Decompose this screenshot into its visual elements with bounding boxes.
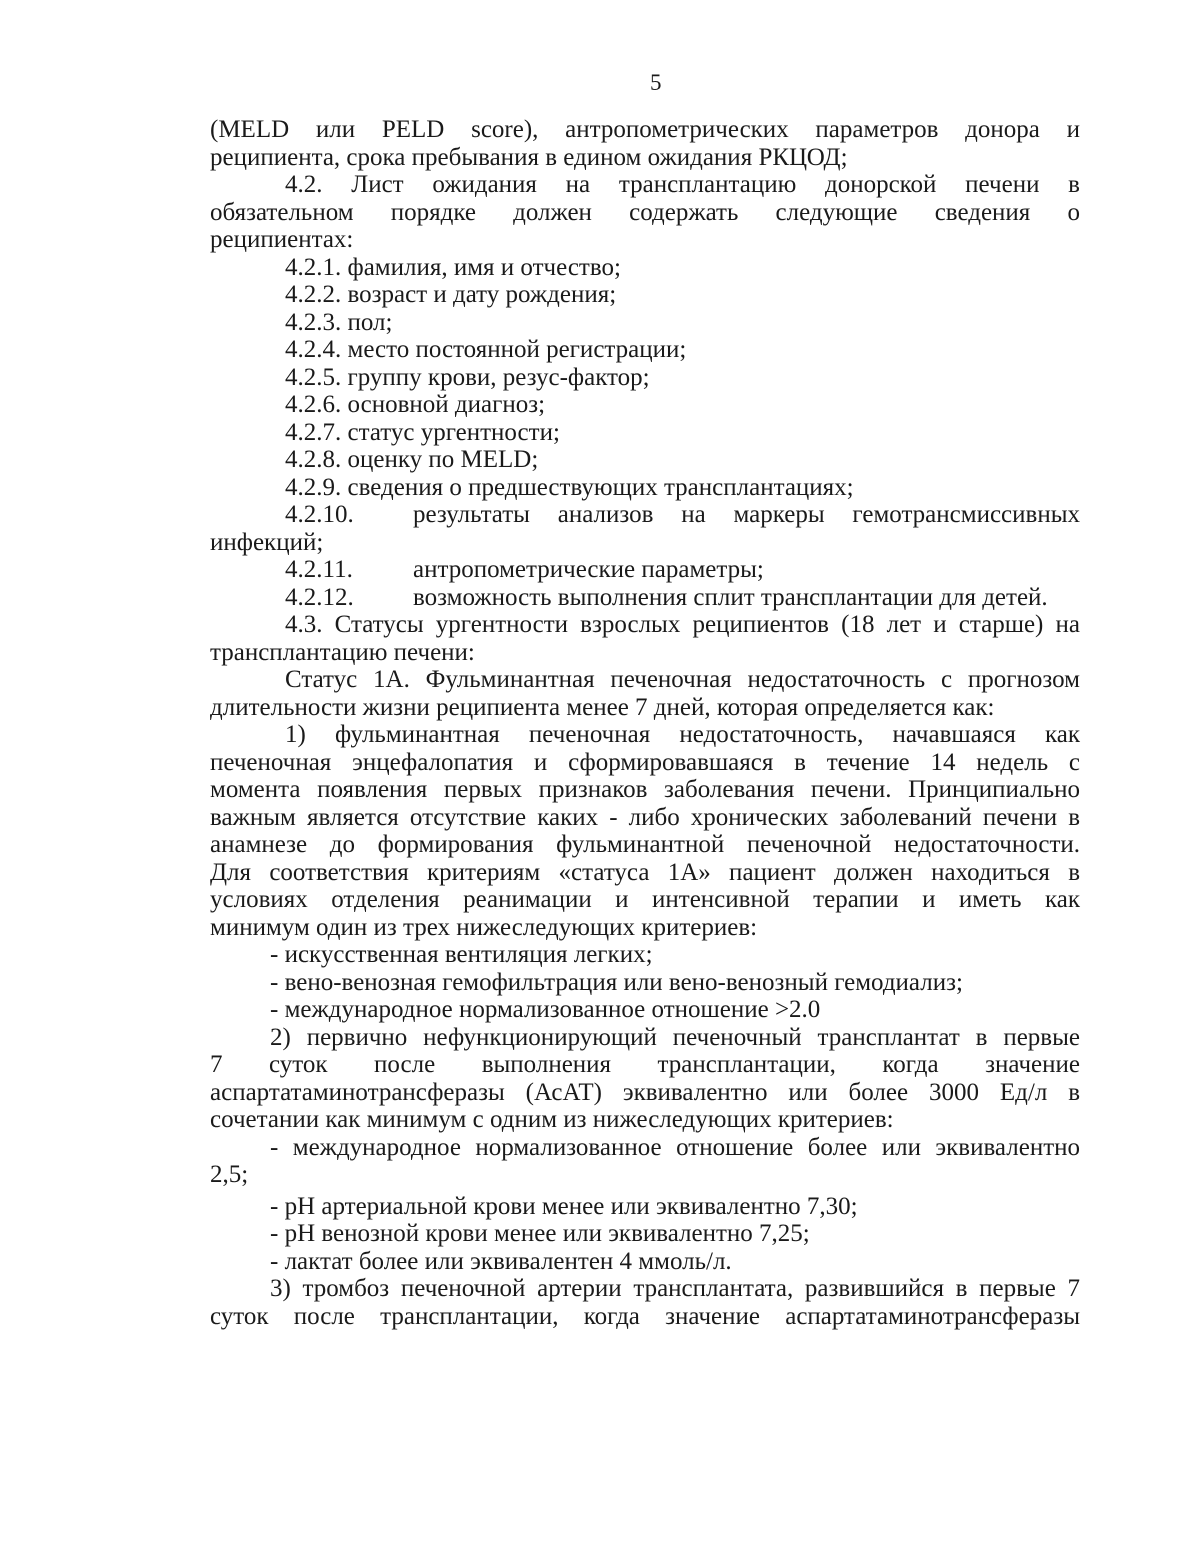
text-line: Статус 1А. Фульминантная печеночная недостаточность с прогнозом <box>285 666 1080 693</box>
text-line: 1) фульминантная печеночная недостаточность, начавшаяся как <box>285 721 1080 748</box>
item-text: антропометрические параметры; <box>413 556 764 583</box>
item-text: результаты анализов на маркеры гемотрансмиссивных <box>413 501 1080 528</box>
text-line: инфекций; <box>210 528 324 556</box>
text-line: 2) первично нефункционирующий печеночный трансплантат в первые <box>270 1023 1080 1051</box>
list-item: 4.2.4. место постоянной регистрации; <box>285 336 687 363</box>
text-line: длительности жизни реципиента менее 7 дней, которая определяется как: <box>210 693 995 721</box>
list-item <box>210 501 1080 529</box>
text-line: условиях отделения реанимации и интенсивной терапии и иметь как <box>210 886 1080 913</box>
text-line: момента появления первых признаков заболевания печени. Принципиально <box>210 776 1080 803</box>
list-item <box>210 584 1080 612</box>
item-number: 4.2.10. <box>285 501 354 528</box>
list-item: 4.2.3. пол; <box>285 308 393 336</box>
list-item: 4.2.6. основной диагноз; <box>285 391 546 418</box>
text-line: суток после трансплантации, когда значение аспартатаминотрансферазы <box>210 1302 1080 1330</box>
text-line: 2,5; <box>210 1161 249 1188</box>
text-line: 4.3. Статусы ургентности взрослых реципиентов (18 лет и старше) на <box>285 611 1080 638</box>
text-line: трансплантацию печени: <box>210 638 475 666</box>
text-line: обязательном порядке должен содержать следующие сведения о <box>210 198 1080 226</box>
list-item: 4.2.5. группу крови, резус-фактор; <box>285 363 650 391</box>
text-line: Для соответствия критериям «статуса 1А» пациент должен находиться в <box>210 858 1080 886</box>
text-line: анамнезе до формирования фульминантной печеночной недостаточности. <box>210 831 1080 858</box>
list-item: 4.2.1. фамилия, имя и отчество; <box>285 253 621 281</box>
criterion-item: - вено-венозная гемофильтрация или вено-венозный гемодиализ; <box>270 968 963 996</box>
text-line: (MELD или PELD score), антропометрических параметров донора и <box>210 116 1080 143</box>
item-number: 4.2.12. <box>285 583 354 611</box>
text-line: аспартатаминотрансферазы (АсАТ) эквивалентно или более 3000 Ед/л в <box>210 1078 1080 1106</box>
text-line: реципиента, срока пребывания в едином ожидания РКЦОД; <box>210 143 848 171</box>
text-line: печеночная энцефалопатия и сформировавшаяся в течение 14 недель с <box>210 748 1080 776</box>
item-text: возможность выполнения сплит трансплантации для детей. <box>413 583 1048 611</box>
page-number: 5 <box>650 70 662 95</box>
text-line: важным является отсутствие каких - либо хронических заболеваний печени в <box>210 803 1080 831</box>
list-item <box>210 556 1080 584</box>
criterion-item: - pH артериальной крови менее или эквивалентно 7,30; <box>270 1192 858 1220</box>
text-line: реципиентах: <box>210 226 354 253</box>
text-line: 4.2. Лист ожидания на трансплантацию донорской печени в <box>285 171 1080 198</box>
criterion-item: - международное нормализованное отношение более или эквивалентно <box>270 1133 1080 1161</box>
criterion-item: - искусственная вентиляция легких; <box>270 941 653 968</box>
text-line: сочетании как минимум с одним из нижеследующих критериев: <box>210 1106 894 1133</box>
text-line: 3) тромбоз печеночной артерии трансплантата, развившийся в первые 7 <box>270 1275 1080 1302</box>
text-line: 7 суток после выполнения трансплантации, когда значение <box>210 1051 1080 1078</box>
criterion-item: - лактат более или эквивалентен 4 ммоль/л. <box>270 1247 732 1275</box>
criterion-item: - международное нормализованное отношение >2.0 <box>270 996 821 1023</box>
text-line: минимум один из трех нижеследующих критериев: <box>210 913 758 941</box>
list-item: 4.2.7. статус ургентности; <box>285 418 560 446</box>
item-number: 4.2.11. <box>285 556 353 583</box>
list-item: 4.2.2. возраст и дату рождения; <box>285 281 617 308</box>
criterion-item: - pH венозной крови менее или эквивалентно 7,25; <box>270 1220 810 1247</box>
list-item: 4.2.8. оценку по MELD; <box>285 446 539 473</box>
document-body <box>210 116 1080 1330</box>
list-item: 4.2.9. сведения о предшествующих трансплантациях; <box>285 473 854 501</box>
